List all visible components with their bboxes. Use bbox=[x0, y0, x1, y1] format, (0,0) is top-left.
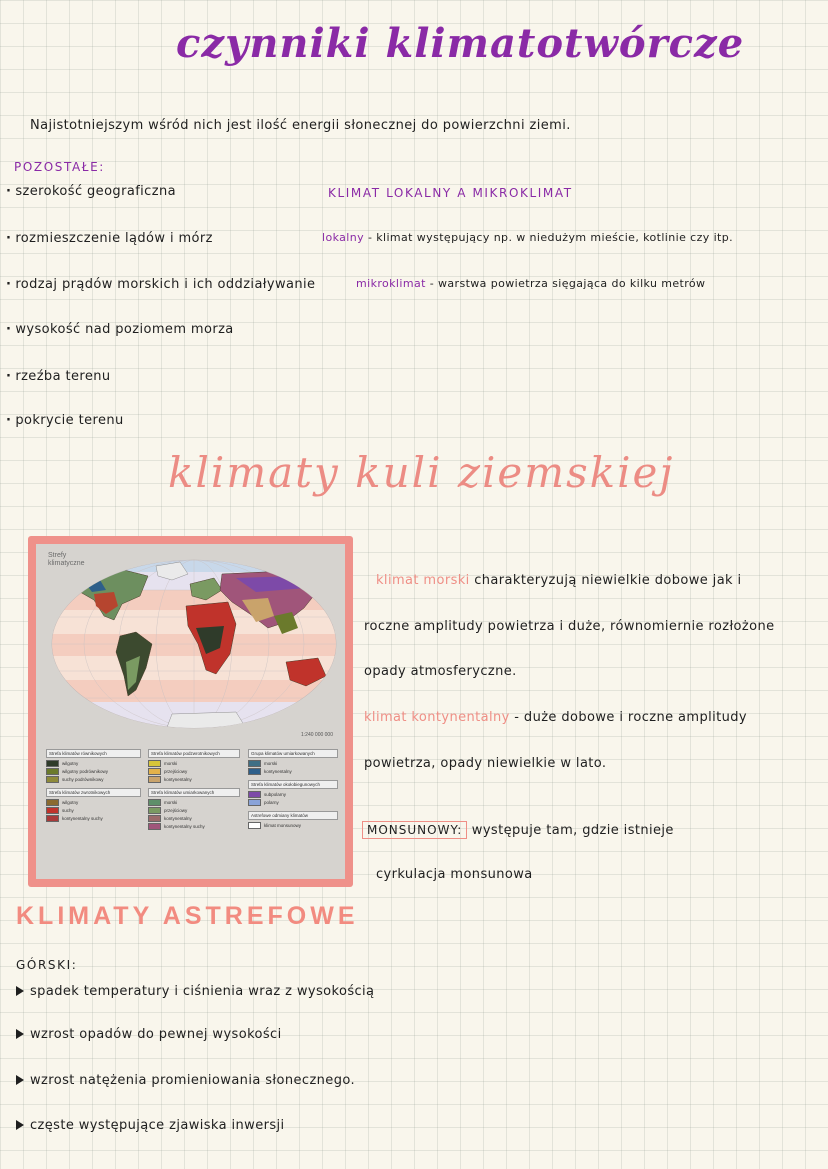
mikroklimat-term: mikroklimat bbox=[356, 277, 426, 290]
factor-item: · szerokość geograficzna bbox=[6, 184, 176, 199]
legend-group-title: Strefa klimatów równikowych bbox=[46, 749, 141, 758]
legend-group-title: Strefa klimatów umiarkowanych bbox=[148, 788, 240, 797]
legend-swatch bbox=[46, 815, 59, 822]
legend-group-title: Strefa klimatów zwrotnikowych bbox=[46, 788, 141, 797]
factor-item: · rozmieszczenie lądów i mórz bbox=[6, 231, 213, 246]
lokalny-definition bbox=[322, 231, 733, 244]
legend-item: przejściowy bbox=[148, 768, 240, 775]
legend-swatch bbox=[248, 799, 261, 806]
legend-item: przejściowy bbox=[148, 807, 240, 814]
intro-text: Najistotniejszym wśród nich jest ilość energii słonecznej do powierzchni ziemi. bbox=[30, 118, 571, 133]
kontynentalny-line-2: powietrza, opady niewielkie w lato. bbox=[364, 756, 607, 771]
legend-swatch bbox=[148, 815, 161, 822]
legend-item: kontynentalny bbox=[148, 815, 240, 822]
monsunowy-term: MONSUNOWY: bbox=[362, 821, 467, 839]
gorski-item: wzrost opadów do pewnej wysokości bbox=[16, 1027, 282, 1042]
legend-item: polarny bbox=[248, 799, 338, 806]
monsunowy-line-1: MONSUNOWY: występuje tam, gdzie istnieje bbox=[362, 821, 674, 839]
legend-swatch bbox=[148, 760, 161, 767]
morski-term: klimat morski bbox=[376, 573, 470, 588]
legend-swatch bbox=[148, 768, 161, 775]
climate-map bbox=[36, 544, 345, 879]
factors-label: POZOSTAŁE: bbox=[14, 160, 105, 174]
lokalny-term: lokalny bbox=[322, 231, 365, 244]
gorski-label: GÓRSKI: bbox=[16, 958, 78, 972]
legend-swatch bbox=[248, 768, 261, 775]
legend-item: kontynentalny suchy bbox=[148, 823, 240, 830]
legend-item: kontynentalny bbox=[248, 768, 338, 775]
gorski-item: częste występujące zjawiska inwersji bbox=[16, 1118, 285, 1133]
legend-swatch bbox=[46, 768, 59, 775]
legend-group-title: Astrefowe odmiany klimatów bbox=[248, 811, 338, 820]
legend-swatch bbox=[148, 823, 161, 830]
legend-column-2 bbox=[148, 749, 240, 831]
gorski-item: spadek temperatury i ciśnienia wraz z wysokością bbox=[16, 984, 374, 999]
climate-map-photo bbox=[28, 536, 353, 887]
legend-swatch bbox=[148, 799, 161, 806]
local-heading: KLIMAT LOKALNY A MIKROKLIMAT bbox=[328, 186, 573, 200]
legend-column-3 bbox=[248, 749, 338, 830]
section-title-climates: klimaty kuli ziemskiej bbox=[168, 448, 675, 497]
legend-item: wilgotny bbox=[46, 760, 141, 767]
map-title: Strefy klimatyczne bbox=[48, 552, 85, 568]
legend-swatch bbox=[248, 760, 261, 767]
legend-item: wilgotny bbox=[46, 799, 141, 806]
legend-swatch bbox=[46, 776, 59, 783]
kontynentalny-line-1: klimat kontynentalny - duże dobowe i roczne amplitudy bbox=[364, 710, 748, 725]
kontynentalny-term: klimat kontynentalny bbox=[364, 710, 510, 725]
legend-item: morski bbox=[148, 799, 240, 806]
page-title: czynniki klimatotwórcze bbox=[176, 20, 745, 67]
factor-item: · rzeźba terenu bbox=[6, 369, 111, 384]
gorski-item: wzrost natężenia promieniowania słonecznego. bbox=[16, 1073, 355, 1088]
legend-group-title: Strefa klimatów okołobiegunowych bbox=[248, 780, 338, 789]
morski-line-1: klimat morski charakteryzują niewielkie dobowe jak i bbox=[376, 573, 742, 588]
map-scale: 1:240 000 000 bbox=[301, 732, 333, 738]
factor-item: · rodzaj prądów morskich i ich oddziaływanie bbox=[6, 277, 315, 292]
legend-group-title: Strefa klimatów podzwrotnikowych bbox=[148, 749, 240, 758]
legend-item: morski bbox=[148, 760, 240, 767]
legend-swatch bbox=[46, 799, 59, 806]
monsunowy-line-2: cyrkulacja monsunowa bbox=[376, 867, 533, 882]
legend-item: subpolarny bbox=[248, 791, 338, 798]
legend-item: suchy bbox=[46, 807, 141, 814]
astrefowe-heading: KLIMATY ASTREFOWE bbox=[16, 902, 359, 930]
morski-line-2: roczne amplitudy powietrza i duże, równomiernie rozłożone bbox=[364, 619, 775, 634]
legend-item: morski bbox=[248, 760, 338, 767]
legend-item: kontynentalny bbox=[148, 776, 240, 783]
mikroklimat-def: - warstwa powietrza sięgająca do kilku metrów bbox=[429, 277, 706, 290]
legend-group-title: Grupa klimatów umiarkowanych bbox=[248, 749, 338, 758]
legend-swatch bbox=[46, 807, 59, 814]
legend-column-1 bbox=[46, 749, 141, 823]
factor-item: · pokrycie terenu bbox=[6, 413, 124, 428]
morski-line-3: opady atmosferyczne. bbox=[364, 664, 517, 679]
legend-item: suchy podrównikowy bbox=[46, 776, 141, 783]
legend-item: kontynentalny suchy bbox=[46, 815, 141, 822]
legend-swatch bbox=[148, 776, 161, 783]
legend-swatch bbox=[148, 807, 161, 814]
legend-swatch bbox=[248, 822, 261, 829]
legend-swatch bbox=[46, 760, 59, 767]
mikroklimat-definition bbox=[356, 277, 705, 290]
legend-swatch bbox=[248, 791, 261, 798]
factor-item: · wysokość nad poziomem morza bbox=[6, 322, 234, 337]
legend-item: klimat monsunowy bbox=[248, 822, 338, 829]
lokalny-def: - klimat występujący np. w niedużym mieście, kotlinie czy itp. bbox=[367, 231, 734, 244]
legend-item: wilgotny podrównikowy bbox=[46, 768, 141, 775]
world-map-graphic bbox=[36, 544, 345, 744]
